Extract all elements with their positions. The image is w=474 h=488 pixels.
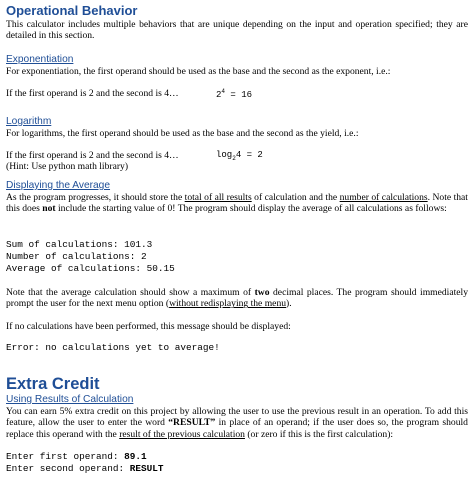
formula-base: 2 (216, 90, 222, 100)
logarithm-hint: (Hint: Use python math library) (6, 161, 129, 172)
average-paragraph-1 (6, 192, 468, 215)
bold-not: not (42, 203, 56, 215)
text: include the starting value of 0! The program should display the average of all calculations as follows: (55, 203, 447, 215)
extra-credit-code-block (6, 451, 164, 475)
text: (or zero if this is the first calculation): (244, 428, 394, 440)
code-line (6, 451, 164, 463)
bold-result: “RESULT” (168, 417, 216, 429)
code-value: 89.1 (124, 451, 147, 462)
operational-behavior-heading: Operational Behavior (6, 3, 138, 18)
extra-credit-subheading: Using Results of Calculation (6, 394, 134, 405)
operational-intro: This calculator includes multiple behaviors that are unique depending on the input and operation specified; they are detailed in this section. (6, 19, 468, 42)
bold-two: two (254, 287, 270, 298)
formula-log: log (216, 150, 233, 160)
logarithm-description: For logarithms, the first operand should be used as the base and the second as the yield, i.e.: (6, 128, 359, 139)
text: decimal places. The program should immediately prompt the user for the next menu option ( (6, 287, 468, 310)
code-value: RESULT (129, 463, 164, 475)
exponentiation-example-row (6, 88, 468, 100)
average-paragraph-3: If no calculations have been performed, this message should be displayed: (6, 321, 291, 332)
logarithm-heading: Logarithm (6, 116, 52, 127)
code-label: Enter second operand: (6, 463, 130, 475)
formula-log-base: 2 (232, 154, 236, 162)
average-heading: Displaying the Average (6, 180, 111, 191)
underlined-no-menu: without redisplaying the menu (169, 298, 287, 310)
logarithm-example-text: If the first operand is 2 and the second is 4… (6, 150, 179, 161)
text: You can earn 5% extra credit on this project by allowing the user to use the previous result in an operation. To add this feature, allow the user to enter the word (6, 406, 468, 429)
text: . Note that this does (6, 192, 468, 215)
extra-credit-heading: Extra Credit (6, 375, 100, 393)
exponentiation-heading: Exponentiation (6, 54, 74, 65)
average-error-message: Error: no calculations yet to average! (6, 342, 220, 353)
formula-exponent: 4 (221, 88, 226, 95)
exponentiation-example-text: If the first operand is 2 and the second is 4… (6, 88, 179, 99)
code-line: Sum of calculations: 101.3 (6, 239, 153, 250)
average-code-block (6, 239, 175, 276)
formula-result: = 16 (225, 90, 253, 100)
text: of calculation and the (251, 192, 340, 203)
text: in place of an operand; if the user does so, the program should replace this operand with the (6, 417, 468, 440)
underlined-previous-result: result of the previous calculation (119, 428, 245, 440)
average-paragraph-2 (6, 287, 468, 310)
text: Note that the average calculation should show a maximum of (6, 287, 255, 298)
code-line: Number of calculations: 2 (6, 251, 147, 263)
formula-log-result: 4 = 2 (235, 150, 263, 160)
exponentiation-formula (216, 88, 252, 100)
code-line (6, 463, 164, 475)
underlined-total: total of all results (184, 192, 252, 203)
extra-credit-paragraph (6, 406, 468, 440)
text: ). (286, 298, 292, 310)
underlined-count: number of calculations (339, 192, 428, 203)
exponentiation-description: For exponentiation, the first operand should be used as the base and the second as the exponent, i.e.: (6, 66, 391, 77)
logarithm-formula (216, 150, 263, 162)
code-label: Enter first operand: (6, 451, 125, 462)
text: As the program progresses, it should store the (6, 192, 185, 203)
code-line: Average of calculations: 50.15 (6, 263, 175, 275)
